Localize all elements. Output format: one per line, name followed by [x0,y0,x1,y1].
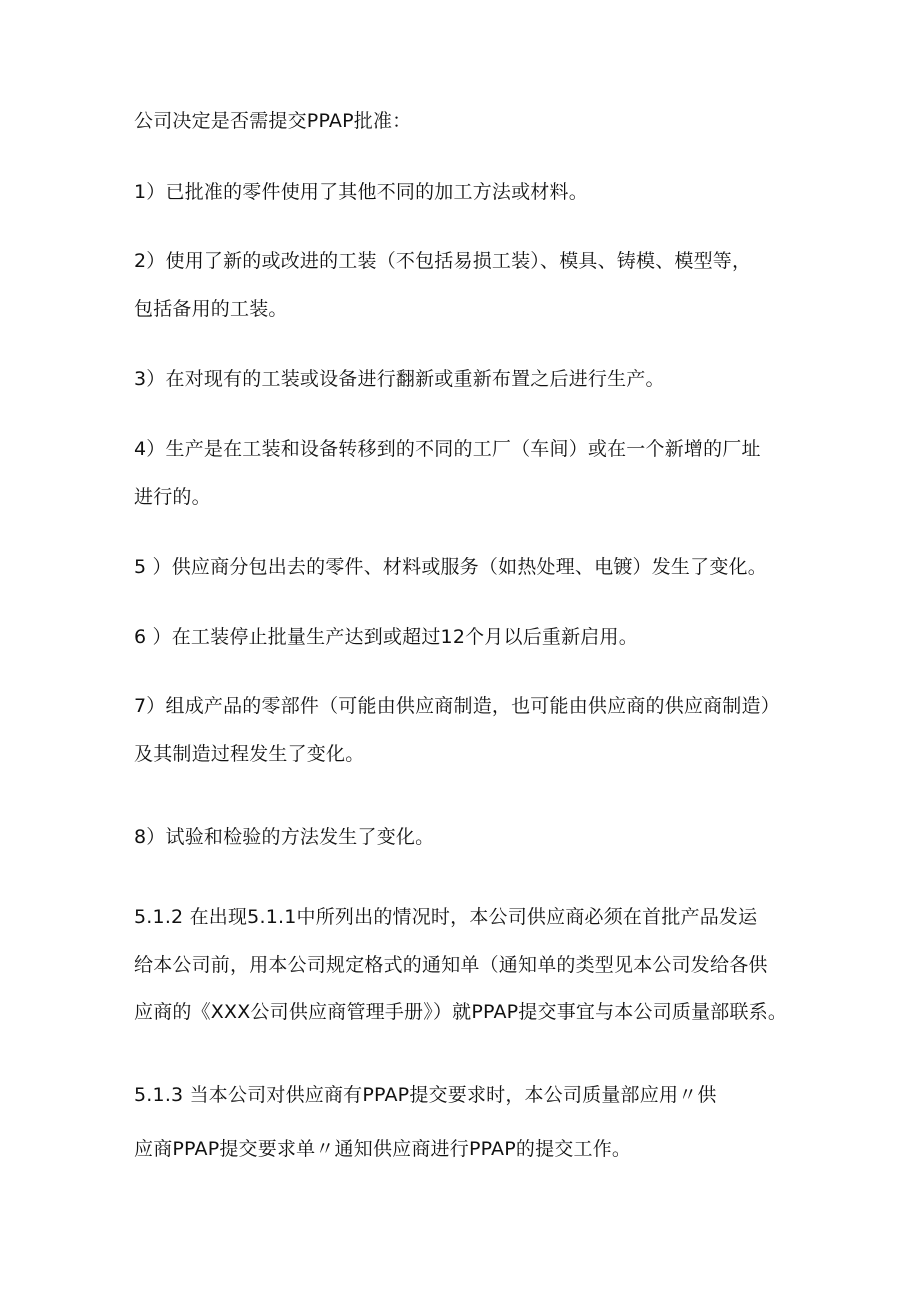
list-item-4-continued: 进行的。 [134,486,211,508]
list-item-8: 8）试验和检验的方法发生了变化。 [134,826,435,848]
list-item-3: 3）在对现有的工装或设备进行翻新或重新布置之后进行生产。 [134,368,665,390]
section-512-line-2: 给本公司前，用本公司规定格式的通知单（通知单的类型见本公司发给各供 [134,954,768,976]
list-item-7: 7）组成产品的零部件（可能由供应商制造，也可能由供应商的供应商制造） [134,695,780,717]
list-item-5: 5 ）供应商分包出去的零件、材料或服务（如热处理、电镀）发生了变化。 [134,556,767,578]
section-513-line-2: 应商PPAP提交要求单〃通知供应商进行PPAP的提交工作。 [134,1138,632,1160]
section-513-line-1: 5.1.3 当本公司对供应商有PPAP提交要求时，本公司质量部应用〃供 [134,1084,717,1106]
list-item-2: 2）使用了新的或改进的工装（不包括易损工装）、模具、铸模、模型等， [134,250,752,272]
section-512-line-1: 5.1.2 在出现5.1.1中所列出的情况时，本公司供应商必须在首批产品发运 [134,906,758,928]
list-item-7-continued: 及其制造过程发生了变化。 [134,743,365,765]
list-item-4: 4）生产是在工装和设备转移到的不同的工厂（车间）或在一个新增的厂址 [134,438,761,460]
list-item-1: 1）已批准的零件使用了其他不同的加工方法或材料。 [134,181,588,203]
list-item-6: 6 ）在工装停止批量生产达到或超过12个月以后重新启用。 [134,626,638,648]
intro-text: 公司决定是否需提交PPAP批准： [134,110,412,132]
list-item-2-continued: 包括备用的工装。 [134,298,288,320]
section-512-line-3: 应商的《XXX公司供应商管理手册》）就PPAP提交事宜与本公司质量部联系。 [134,1001,788,1023]
